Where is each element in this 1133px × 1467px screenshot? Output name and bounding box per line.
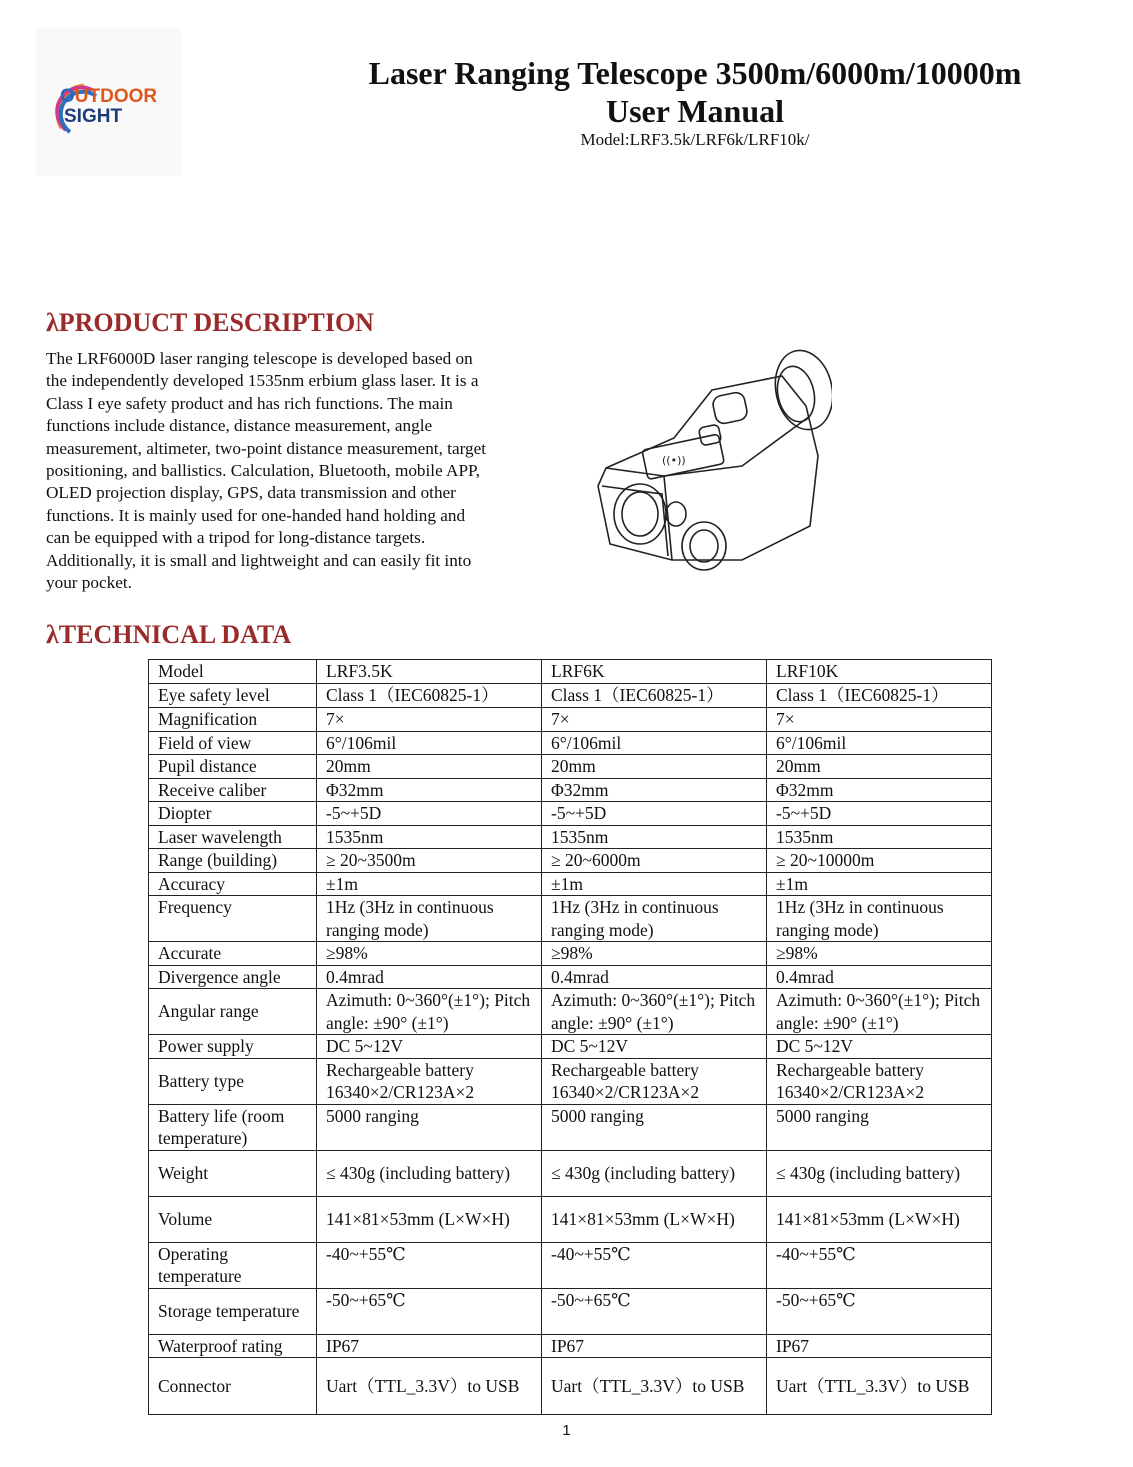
table-cell: Rechargeable battery 16340×2/CR123A×2 bbox=[317, 1058, 542, 1104]
outdoor-sight-logo bbox=[36, 28, 182, 176]
table-row-label: Eye safety level bbox=[149, 684, 317, 708]
table-header-cell: Model bbox=[149, 660, 317, 684]
table-row bbox=[149, 825, 992, 849]
table-cell: ≥98% bbox=[542, 942, 767, 966]
table-cell: -50~+65℃ bbox=[317, 1288, 542, 1334]
table-cell: 0.4mrad bbox=[767, 965, 992, 989]
table-row-label: Waterproof rating bbox=[149, 1334, 317, 1358]
table-cell: 5000 ranging bbox=[767, 1104, 992, 1150]
table-cell: ≤ 430g (including battery) bbox=[542, 1150, 767, 1196]
table-cell: ≥98% bbox=[317, 942, 542, 966]
table-row bbox=[149, 1035, 992, 1059]
description-line: OLED projection display, GPS, data transmission and other bbox=[46, 483, 456, 503]
table-row bbox=[149, 1242, 992, 1288]
logo-text-o: O bbox=[60, 86, 75, 107]
table-row-label: Range (building) bbox=[149, 849, 317, 873]
svg-text:((•)): ((•)) bbox=[662, 454, 686, 467]
table-cell: Φ32mm bbox=[542, 778, 767, 802]
table-cell: 1535nm bbox=[767, 825, 992, 849]
description-line: functions. It is mainly used for one-handed hand holding and bbox=[46, 505, 466, 525]
table-cell: ≤ 430g (including battery) bbox=[767, 1150, 992, 1196]
table-row-label: Diopter bbox=[149, 802, 317, 826]
table-row-label: Storage temperature bbox=[149, 1288, 317, 1334]
table-cell: ≥ 20~3500m bbox=[317, 849, 542, 873]
table-cell: ≥ 20~10000m bbox=[767, 849, 992, 873]
table-row-label: Divergence angle bbox=[149, 965, 317, 989]
table-cell: Uart（TTL_3.3V）to USB bbox=[767, 1358, 992, 1415]
table-cell: 5000 ranging bbox=[317, 1104, 542, 1150]
table-row bbox=[149, 1288, 992, 1334]
table-cell: Uart（TTL_3.3V）to USB bbox=[542, 1358, 767, 1415]
table-cell: 7× bbox=[767, 708, 992, 732]
table-row bbox=[149, 1104, 992, 1150]
table-row bbox=[149, 1058, 992, 1104]
table-cell: 1Hz (3Hz in continuous ranging mode) bbox=[542, 896, 767, 942]
table-row bbox=[149, 849, 992, 873]
table-header-cell: LRF6K bbox=[542, 660, 767, 684]
table-cell: Class 1（IEC60825-1） bbox=[767, 684, 992, 708]
logo-text-outdoor: UTDOOR bbox=[74, 86, 158, 107]
table-header-row bbox=[149, 660, 992, 684]
table-row-label: Magnification bbox=[149, 708, 317, 732]
table-cell: 6°/106mil bbox=[542, 731, 767, 755]
table-cell: Rechargeable battery 16340×2/CR123A×2 bbox=[767, 1058, 992, 1104]
table-cell: -5~+5D bbox=[542, 802, 767, 826]
table-cell: ≥ 20~6000m bbox=[542, 849, 767, 873]
table-row bbox=[149, 965, 992, 989]
description-line: can be equipped with a tripod for long-distance targets. bbox=[46, 528, 426, 548]
table-cell: 141×81×53mm (L×W×H) bbox=[542, 1196, 767, 1242]
table-row-label: Operating temperature bbox=[149, 1242, 317, 1288]
description-line: your pocket. bbox=[46, 573, 132, 593]
table-cell: ±1m bbox=[542, 872, 767, 896]
rangefinder-device-illustration bbox=[592, 346, 832, 582]
table-row bbox=[149, 778, 992, 802]
table-row-label: Battery type bbox=[149, 1058, 317, 1104]
table-cell: DC 5~12V bbox=[542, 1035, 767, 1059]
table-cell: 20mm bbox=[542, 755, 767, 779]
table-cell: Azimuth: 0~360°(±1°); Pitch angle: ±90° (±1°) bbox=[542, 989, 767, 1035]
table-cell: 6°/106mil bbox=[767, 731, 992, 755]
table-cell: Class 1（IEC60825-1） bbox=[317, 684, 542, 708]
table-cell: IP67 bbox=[767, 1334, 992, 1358]
table-cell: Azimuth: 0~360°(±1°); Pitch angle: ±90° (±1°) bbox=[767, 989, 992, 1035]
table-cell: ≥98% bbox=[767, 942, 992, 966]
table-row-label: Receive caliber bbox=[149, 778, 317, 802]
description-line: functions include distance, distance measurement, angle bbox=[46, 416, 433, 436]
document-title: Laser Ranging Telescope 3500m/6000m/10000m bbox=[368, 55, 1022, 91]
table-row-label: Angular range bbox=[149, 989, 317, 1035]
description-line: positioning, and ballistics. Calculation, Bluetooth, mobile APP, bbox=[46, 461, 480, 481]
table-cell: -5~+5D bbox=[317, 802, 542, 826]
table-row bbox=[149, 755, 992, 779]
logo-text-sight: SIGHT bbox=[64, 106, 123, 127]
description-line: measurement, altimeter, two-point distance measurement, target bbox=[46, 438, 486, 458]
table-cell: -50~+65℃ bbox=[542, 1288, 767, 1334]
table-cell: Uart（TTL_3.3V）to USB bbox=[317, 1358, 542, 1415]
table-row bbox=[149, 989, 992, 1035]
description-line: Additionally, it is small and lightweight and can easily fit into bbox=[46, 550, 472, 570]
technical-data-table bbox=[148, 659, 992, 1415]
table-row bbox=[149, 1358, 992, 1415]
table-row-label: Weight bbox=[149, 1150, 317, 1196]
table-row bbox=[149, 731, 992, 755]
table-row-label: Connector bbox=[149, 1358, 317, 1415]
table-cell: 7× bbox=[542, 708, 767, 732]
table-row-label: Frequency bbox=[149, 896, 317, 942]
table-cell: -5~+5D bbox=[767, 802, 992, 826]
table-cell: Rechargeable battery 16340×2/CR123A×2 bbox=[542, 1058, 767, 1104]
table-row bbox=[149, 1334, 992, 1358]
table-cell: 1535nm bbox=[542, 825, 767, 849]
document-subtitle: User Manual bbox=[605, 93, 785, 129]
model-line: Model:LRF3.5k/LRF6k/LRF10k/ bbox=[580, 130, 810, 149]
table-row bbox=[149, 708, 992, 732]
table-cell: -40~+55℃ bbox=[317, 1242, 542, 1288]
table-cell: DC 5~12V bbox=[767, 1035, 992, 1059]
table-cell: IP67 bbox=[542, 1334, 767, 1358]
section-heading-technical-data: λTECHNICAL DATA bbox=[46, 620, 292, 649]
table-cell: 141×81×53mm (L×W×H) bbox=[767, 1196, 992, 1242]
table-cell: 0.4mrad bbox=[317, 965, 542, 989]
table-cell: Φ32mm bbox=[317, 778, 542, 802]
table-cell: 20mm bbox=[767, 755, 992, 779]
table-header-cell: LRF10K bbox=[767, 660, 992, 684]
table-row-label: Laser wavelength bbox=[149, 825, 317, 849]
table-cell: 5000 ranging bbox=[542, 1104, 767, 1150]
table-cell: 7× bbox=[317, 708, 542, 732]
table-header-cell: LRF3.5K bbox=[317, 660, 542, 684]
table-cell: DC 5~12V bbox=[317, 1035, 542, 1059]
table-row bbox=[149, 1196, 992, 1242]
table-row bbox=[149, 942, 992, 966]
table-cell: 0.4mrad bbox=[542, 965, 767, 989]
table-row-label: Power supply bbox=[149, 1035, 317, 1059]
table-cell: Azimuth: 0~360°(±1°); Pitch angle: ±90° (±1°) bbox=[317, 989, 542, 1035]
description-line: The LRF6000D laser ranging telescope is developed based on bbox=[46, 349, 473, 368]
table-cell: 1Hz (3Hz in continuous ranging mode) bbox=[317, 896, 542, 942]
product-description-text bbox=[46, 348, 551, 594]
table-row bbox=[149, 896, 992, 942]
table-cell: 141×81×53mm (L×W×H) bbox=[317, 1196, 542, 1242]
table-row bbox=[149, 802, 992, 826]
table-cell: ≤ 430g (including battery) bbox=[317, 1150, 542, 1196]
table-row-label: Volume bbox=[149, 1196, 317, 1242]
table-row-label: Battery life (room temperature) bbox=[149, 1104, 317, 1150]
description-line: the independently developed 1535nm erbium glass laser. It is a bbox=[46, 371, 479, 391]
table-cell: 6°/106mil bbox=[317, 731, 542, 755]
table-cell: -50~+65℃ bbox=[767, 1288, 992, 1334]
table-cell: ±1m bbox=[317, 872, 542, 896]
table-cell: IP67 bbox=[317, 1334, 542, 1358]
page-number: 1 bbox=[562, 1422, 571, 1439]
description-line: Class I eye safety product and has rich functions. The main bbox=[46, 393, 453, 413]
table-cell: -40~+55℃ bbox=[542, 1242, 767, 1288]
table-cell: -40~+55℃ bbox=[767, 1242, 992, 1288]
table-row bbox=[149, 684, 992, 708]
table-cell: ±1m bbox=[767, 872, 992, 896]
table-cell: 1Hz (3Hz in continuous ranging mode) bbox=[767, 896, 992, 942]
table-row-label: Accuracy bbox=[149, 872, 317, 896]
table-row-label: Field of view bbox=[149, 731, 317, 755]
table-row-label: Accurate bbox=[149, 942, 317, 966]
table-row-label: Pupil distance bbox=[149, 755, 317, 779]
table-cell: Φ32mm bbox=[767, 778, 992, 802]
table-row bbox=[149, 1150, 992, 1196]
section-heading-product-description: λPRODUCT DESCRIPTION bbox=[46, 308, 374, 337]
table-cell: 20mm bbox=[317, 755, 542, 779]
table-row bbox=[149, 872, 992, 896]
table-cell: 1535nm bbox=[317, 825, 542, 849]
table-cell: Class 1（IEC60825-1） bbox=[542, 684, 767, 708]
